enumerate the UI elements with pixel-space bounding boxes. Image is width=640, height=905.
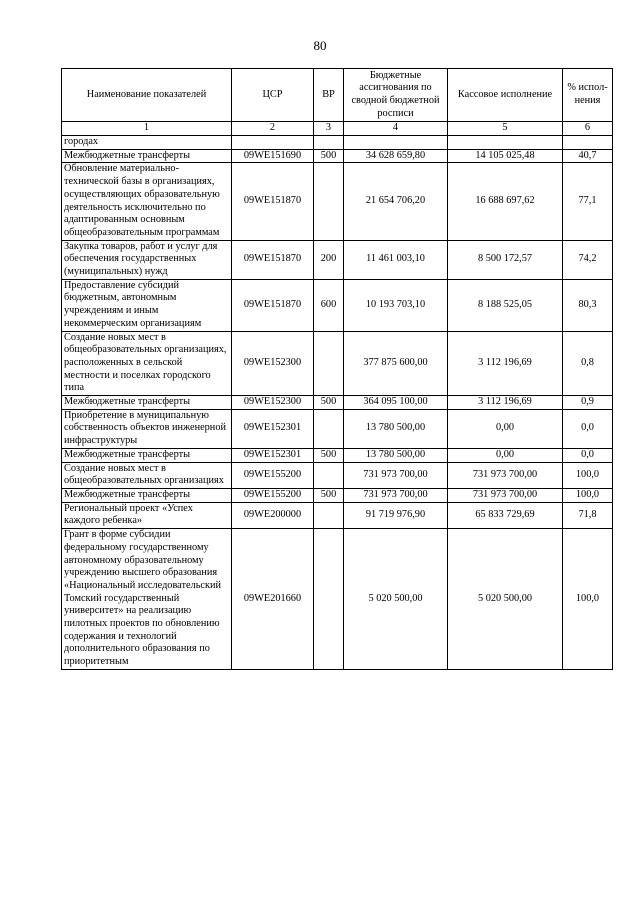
table-body [62,136,613,670]
row-budget: 364 095 100,00 [344,396,448,410]
row-vr: 500 [314,396,344,410]
column-numbers-row [62,122,613,136]
page-number: 80 [313,38,327,53]
row-name: Создание новых мест в общеобразовательных организациях [62,462,232,488]
row-budget: 21 654 706,20 [344,163,448,240]
row-vr [314,331,344,396]
header-vr: ВР [314,69,344,122]
row-vr [314,136,344,150]
row-vr: 500 [314,448,344,462]
row-budget: 10 193 703,10 [344,279,448,331]
row-name: Региональный проект «Успех каждого ребенка» [62,502,232,528]
row-vr: 500 [314,149,344,163]
row-csr: 09WE152301 [232,409,314,448]
row-percent: 80,3 [563,279,613,331]
table-row [62,488,613,502]
table-row [62,529,613,670]
row-csr: 09WE155200 [232,462,314,488]
table-row [62,396,613,410]
row-name: Приобретение в муниципальную собственность объектов инженерной инфраструктуры [62,409,232,448]
row-percent: 100,0 [563,529,613,670]
column-number: 3 [314,122,344,136]
row-name: Межбюджетные трансферты [62,396,232,410]
row-cash: 3 112 196,69 [448,331,563,396]
column-number: 6 [563,122,613,136]
row-cash: 0,00 [448,409,563,448]
row-vr [314,462,344,488]
row-vr [314,502,344,528]
budget-execution-table [61,68,613,670]
row-budget: 731 973 700,00 [344,462,448,488]
row-csr: 09WE152300 [232,396,314,410]
row-csr: 09WE151690 [232,149,314,163]
row-percent: 71,8 [563,502,613,528]
header-csr: ЦСР [232,69,314,122]
table-row [62,136,613,150]
row-cash: 16 688 697,62 [448,163,563,240]
row-vr [314,409,344,448]
row-cash: 731 973 700,00 [448,488,563,502]
row-vr [314,163,344,240]
row-name: городах [62,136,232,150]
row-budget: 11 461 003,10 [344,240,448,279]
row-name: Грант в форме субсидии федеральному государственному автономному образовательному учреждению высшего образования «Национальный исследовательский Томский государственный университет» на реализацию пилотных проектов по обновлению содержания и технологий дополнительного образования по приоритетным [62,529,232,670]
table-row [62,279,613,331]
row-budget [344,136,448,150]
row-budget: 731 973 700,00 [344,488,448,502]
row-name: Предоставление субсидий бюджетным, автономным учреждениям и иным некоммерческим организациям [62,279,232,331]
row-cash: 0,00 [448,448,563,462]
row-csr: 09WE151870 [232,279,314,331]
header-budget: Бюджетные ассигнования по сводной бюджетной росписи [344,69,448,122]
row-percent: 77,1 [563,163,613,240]
row-percent: 0,8 [563,331,613,396]
row-percent: 74,2 [563,240,613,279]
row-csr: 09WE152301 [232,448,314,462]
row-budget: 377 875 600,00 [344,331,448,396]
row-csr: 09WE201660 [232,529,314,670]
row-csr: 09WE152300 [232,331,314,396]
row-csr: 09WE151870 [232,163,314,240]
row-budget: 91 719 976,90 [344,502,448,528]
table-row [62,240,613,279]
row-percent: 0,0 [563,409,613,448]
column-number: 4 [344,122,448,136]
table-row [62,163,613,240]
row-cash: 65 833 729,69 [448,502,563,528]
row-vr: 600 [314,279,344,331]
row-budget: 13 780 500,00 [344,448,448,462]
row-cash: 3 112 196,69 [448,396,563,410]
row-vr [314,529,344,670]
header-cash: Кассовое исполнение [448,69,563,122]
row-percent: 40,7 [563,149,613,163]
row-name: Межбюджетные трансферты [62,448,232,462]
row-budget: 13 780 500,00 [344,409,448,448]
table-row [62,448,613,462]
row-percent: 100,0 [563,462,613,488]
row-cash: 8 188 525,05 [448,279,563,331]
row-budget: 5 020 500,00 [344,529,448,670]
row-percent: 0,0 [563,448,613,462]
header-pct: % испол-нения [563,69,613,122]
row-cash: 8 500 172,57 [448,240,563,279]
column-number: 2 [232,122,314,136]
row-percent [563,136,613,150]
row-csr [232,136,314,150]
row-vr: 500 [314,488,344,502]
row-csr: 09WE155200 [232,488,314,502]
row-cash: 14 105 025,48 [448,149,563,163]
row-cash: 5 020 500,00 [448,529,563,670]
row-vr: 200 [314,240,344,279]
table-row [62,149,613,163]
column-number: 1 [62,122,232,136]
row-csr: 09WE151870 [232,240,314,279]
header-name: Наименование показателей [62,69,232,122]
row-budget: 34 628 659,80 [344,149,448,163]
row-name: Межбюджетные трансферты [62,488,232,502]
row-percent: 0,9 [563,396,613,410]
column-number: 5 [448,122,563,136]
row-name: Закупка товаров, работ и услуг для обеспечения государственных (муниципальных) нужд [62,240,232,279]
row-name: Создание новых мест в общеобразовательных организациях, расположенных в сельской местности и поселках городского типа [62,331,232,396]
row-name: Межбюджетные трансферты [62,149,232,163]
row-cash [448,136,563,150]
table-row [62,502,613,528]
table-row [62,409,613,448]
table-row [62,331,613,396]
table-row [62,462,613,488]
row-cash: 731 973 700,00 [448,462,563,488]
header-row [62,69,613,122]
row-name: Обновление материально-технической базы в организациях, осуществляющих образовательную деятельность исключительно по адаптированным основным общеобразовательным программам [62,163,232,240]
row-percent: 100,0 [563,488,613,502]
row-csr: 09WE200000 [232,502,314,528]
